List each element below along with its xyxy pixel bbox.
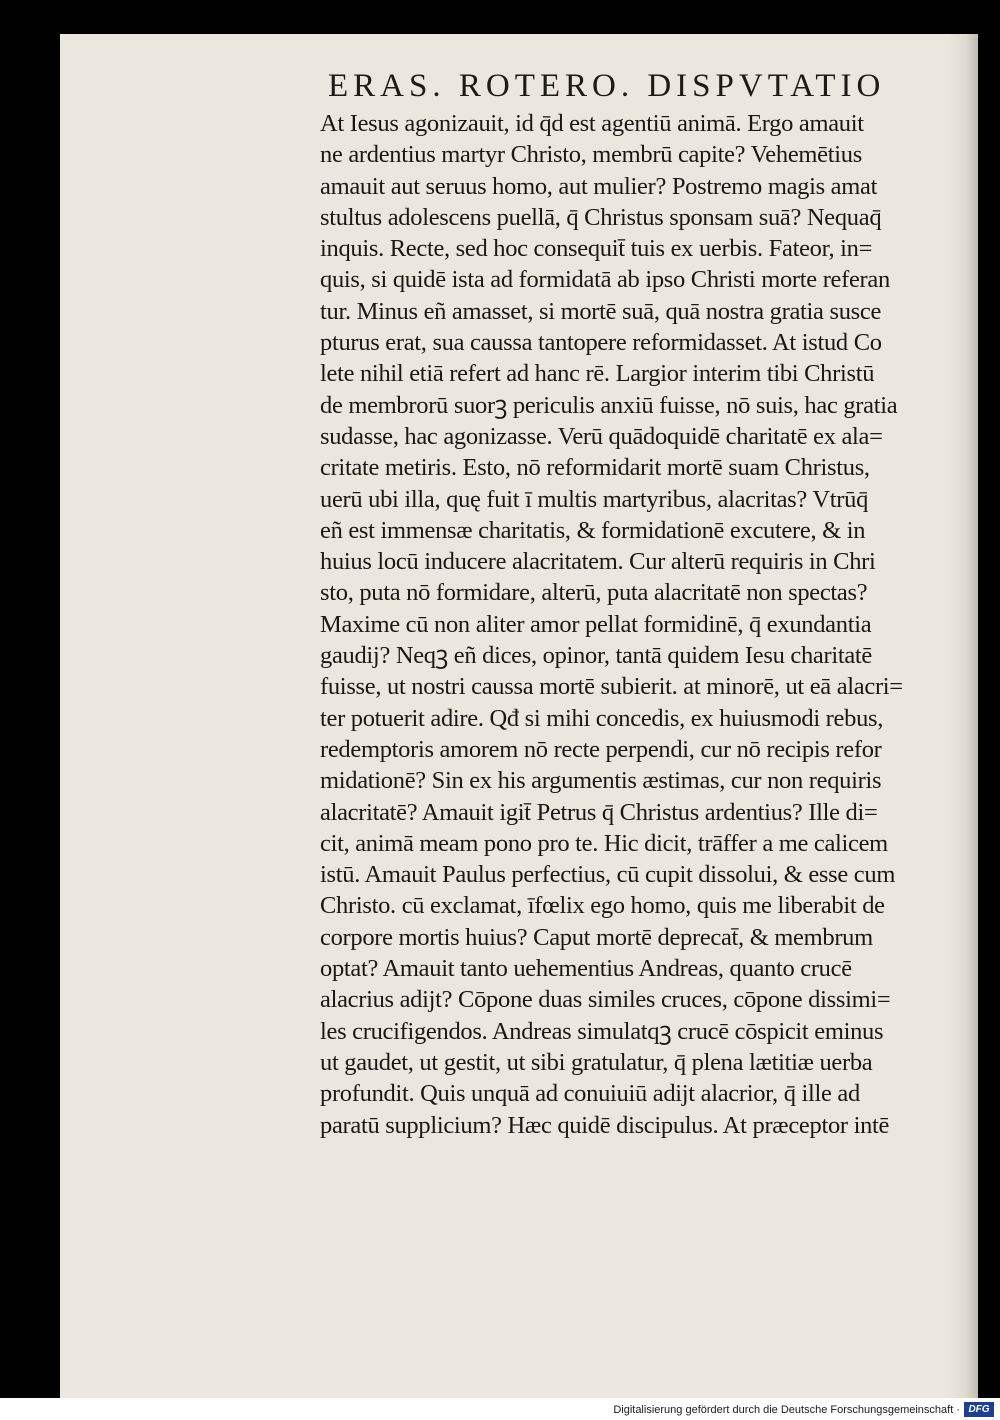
- text-line: profundit. Quis unquā ad conuiuiū adijt alacrior, q̄ ille ad: [320, 1080, 860, 1108]
- text-line: cit, animā meam pono pro te. Hic dicit, trāffer a me calicem: [320, 829, 888, 857]
- text-line: tur. Minus eñ amasset, si mortē suā, quā nostra gratia susce: [320, 297, 882, 325]
- text-line: ter potuerit adire. Qđ si mihi concedis, ex huiusmodi rebus,: [320, 704, 884, 732]
- text-line: optat? Amauit tanto uehementius Andreas, quanto crucē: [320, 955, 852, 983]
- text-line: paratū supplicium? Hæc quidē discipulus. At præceptor intē: [320, 1111, 890, 1139]
- text-line: ut gaudet, ut gestit, ut sibi gratulatur, q̄ plena lætitiæ uerba: [320, 1048, 873, 1076]
- text-line: midationē? Sin ex his argumentis æstimas, cur non requiris: [320, 767, 882, 795]
- running-head: ERAS. ROTERO. DISPVTATIO: [328, 68, 886, 104]
- text-line: alacritatē? Amauit igit̄ Petrus q̄ Christus ardentius? Ille di=: [320, 798, 878, 826]
- text-line: sudasse, hac agonizasse. Verū quādoquidē charitatē ex ala=: [320, 422, 883, 450]
- text-line: pturus erat, sua caussa tantopere reformidasset. At istud Co: [320, 329, 882, 357]
- text-line: quis, si quidē ista ad formidatā ab ipso Christi morte referan: [320, 266, 890, 294]
- text-line: les crucifigendos. Andreas simulatqꝫ crucē cōspicit eminus: [320, 1017, 884, 1045]
- body-text: [320, 108, 960, 1141]
- text-line: Maxime cū non aliter amor pellat formidinē, q̄ exundantia: [320, 610, 872, 638]
- text-line: istū. Amauit Paulus perfectius, cū cupit dissolui, & esse cum: [320, 861, 896, 889]
- text-line: fuisse, ut nostri caussa mortē subierit. at minorē, ut eā alacri=: [320, 673, 903, 701]
- text-line: ne ardentius martyr Christo, membrū capite? Vehemētius: [320, 141, 862, 169]
- text-line: huius locū inducere alacritatem. Cur alterū requiris in Chri: [320, 548, 876, 576]
- text-line: eñ est immensæ charitatis, & formidationē excutere, & in: [320, 516, 866, 544]
- text-line: gaudij? Neqꝫ eñ dices, opinor, tantā quidem Iesu charitatē: [320, 642, 872, 670]
- text-line: lete nihil etiā refert ad hanc rē. Largior interim tibi Christū: [320, 360, 875, 388]
- text-line: amauit aut seruus homo, aut mulier? Postremo magis amat: [320, 172, 878, 200]
- text-line: inquis. Recte, sed hoc consequit̄ tuis ex uerbis. Fateor, in=: [320, 235, 873, 263]
- text-line: sto, puta nō formidare, alterū, puta alacritatē non spectas?: [320, 579, 868, 607]
- text-line: critate metiris. Esto, nō reformidarit mortē suam Christus,: [320, 454, 870, 482]
- text-line: At Iesus agonizauit, id q̄d est agentiū animā. Ergo amauit: [320, 110, 864, 137]
- text-line: corpore mortis huius? Caput mortē deprecat̄, & membrum: [320, 923, 873, 951]
- text-line: de membrorū suorꝫ periculis anxiū fuisse, nō suis, hac gratia: [320, 391, 898, 419]
- text-line: uerū ubi illa, quę fuit ī multis martyribus, alacritas? Vtrūq̄: [320, 485, 869, 513]
- text-line: Christo. cū exclamat, īfœlix ego homo, quis me liberabit de: [320, 892, 885, 920]
- text-line: alacrius adijt? Cōpone duas similes cruces, cōpone dissimi=: [320, 986, 891, 1014]
- text-line: stultus adolescens puellā, q̄ Christus sponsam suā? Nequaq̄: [320, 203, 882, 231]
- text-line: redemptoris amorem nō recte perpendi, cur nō recipis refor: [320, 735, 882, 763]
- digitization-credit: Digitalisierung gefördert durch die Deutsche Forschungsgemeinschaft ·: [613, 1404, 960, 1416]
- dfg-logo: DFG: [964, 1402, 994, 1417]
